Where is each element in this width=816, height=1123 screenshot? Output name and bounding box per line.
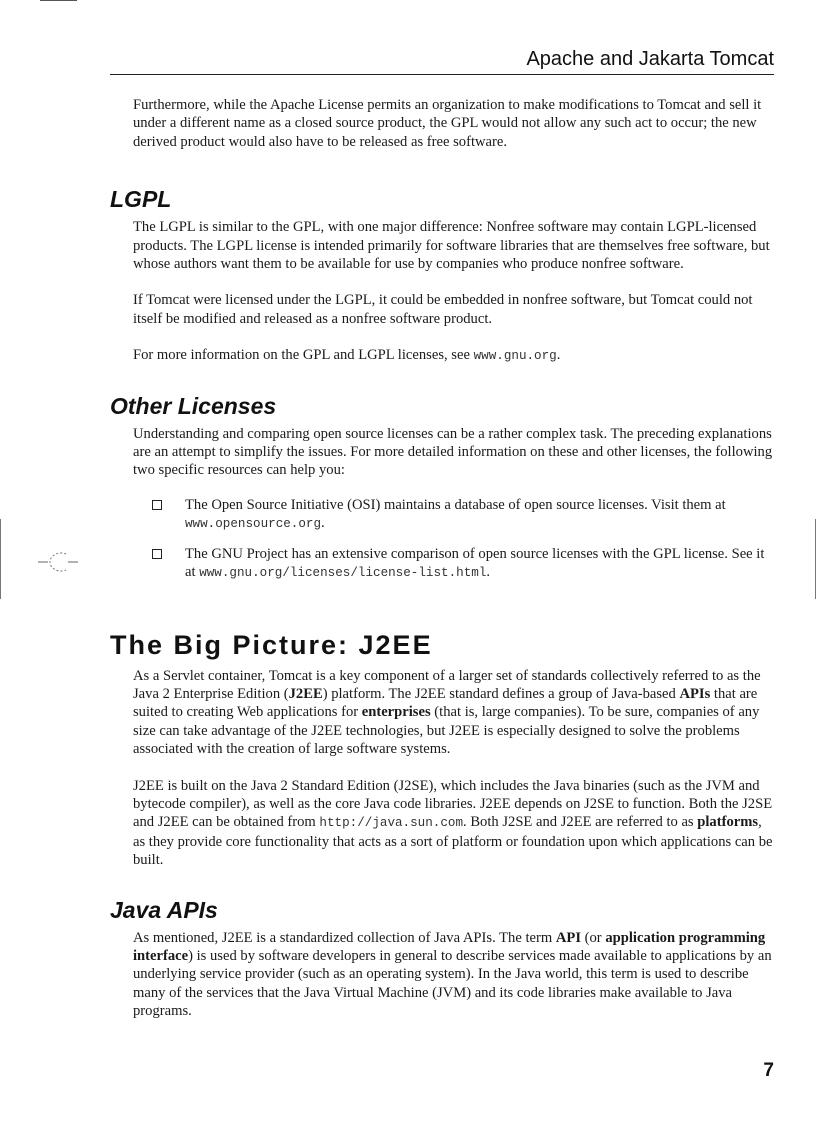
j2ee-paragraph-1: [133, 667, 774, 759]
resource-list: [110, 496, 774, 583]
checkbox-bullet-icon: [152, 549, 162, 559]
list-item: [185, 496, 774, 534]
other-licenses-paragraph: Understanding and comparing open source licenses can be a rather complex task. The preceding explanations are an attempt to simplify the issues. For more detailed information on these and other licenses, the following two specific resources can help you:: [133, 425, 773, 479]
heading-java-apis: Java APIs: [110, 896, 218, 923]
opensource-url: www.opensource.org: [185, 517, 322, 532]
term-j2ee: J2EE: [288, 685, 323, 702]
text: As mentioned, J2EE is a standardized collection of Java APIs. The term: [133, 929, 556, 946]
text: As a Servlet container, Tomcat is a key component of a larger set of standards collectively referred to as the Java 2 Enterprise Edition (: [133, 667, 761, 702]
text: (or: [581, 929, 606, 946]
text: The Open Source Initiative (OSI) maintains a database of open source licenses. Visit them at: [185, 496, 726, 513]
text: J2EE is built on the Java 2 Standard Edition (J2SE), which includes the Java binaries (such as the JVM and bytecode compiler), as well as the core Java code libraries. J2EE depends on J2SE to function. Both the J2SE and J2EE can be obtained from: [133, 777, 773, 831]
checkbox-bullet-icon: [152, 500, 162, 510]
heading-big-picture-j2ee: The Big Picture: J2EE: [110, 629, 433, 660]
text: . Both J2SE and J2EE are referred to as: [463, 814, 698, 831]
gnu-license-list-url: www.gnu.org/licenses/license-list.html: [199, 566, 487, 581]
running-header: Apache and Jakarta Tomcat: [110, 47, 774, 75]
term-api: API: [555, 929, 581, 946]
term-enterprises: enterprises: [361, 704, 431, 721]
text: .: [321, 515, 325, 532]
text: , as they provide core functionality that acts as a sort of platform or foundation upon which applications can be built.: [133, 814, 773, 869]
left-margin-line: [0, 519, 1, 599]
list-item: [185, 545, 774, 583]
gnu-url: www.gnu.org: [473, 349, 557, 364]
java-apis-paragraph: [133, 929, 774, 1021]
registration-mark-icon: [38, 549, 78, 575]
lgpl-paragraph-3: [133, 346, 774, 365]
term-apis: APIs: [679, 685, 711, 702]
term-application-programming-interface: application programming interface: [133, 929, 766, 964]
text: .: [486, 564, 491, 581]
text: For more information on the GPL and LGPL licenses, see: [133, 347, 474, 364]
lgpl-paragraph-1: The LGPL is similar to the GPL, with one major difference: Nonfree software may contain LGPL-licensed products. The LGPL license is intended primarily for software libraries that are themselves free software, but whose authors want them to be available for use by companies who produce nonfree software.: [133, 219, 770, 273]
text: The GNU Project has an extensive comparison of open source licenses with the GPL license. See it at: [185, 545, 765, 581]
heading-lgpl: LGPL: [110, 186, 172, 213]
heading-other-licenses: Other Licenses: [110, 392, 277, 419]
lgpl-paragraph-2: If Tomcat were licensed under the LGPL, it could be embedded in nonfree software, but Tomcat could not itself be modified and released as a nonfree software product.: [133, 292, 753, 327]
text: that are suited to creating Web applications for: [133, 685, 758, 721]
text: ) is used by software developers in general to describe services made available to applications by an underlying service provider (such as an operating system). In the Java world, this term is used to describe many of the services that the Java Virtual Machine (JVM) and its code libraries make available to Java programs.: [133, 947, 772, 1020]
text: ) platform. The J2EE standard defines a group of Java-based: [322, 685, 680, 702]
intro-paragraph: Furthermore, while the Apache License permits an organization to make modifications to Tomcat and sell it under a different name as a closed source product, the GPL would not allow any such act to occur; the new derived product would also have to be released as free software.: [133, 97, 762, 150]
term-platforms: platforms: [697, 814, 759, 831]
crop-mark-top: [40, 0, 77, 1]
text: (that is, large companies). To be sure, companies of any size can take advantage of the J2EE technologies, but J2EE is especially designed to solve the problems associated with the creation of large software systems.: [133, 704, 760, 758]
text: .: [556, 347, 561, 364]
java-sun-url: http://java.sun.com: [319, 816, 464, 831]
page-number: 7: [763, 1060, 774, 1081]
j2ee-paragraph-2: [133, 777, 774, 870]
page-content: [110, 96, 774, 1021]
